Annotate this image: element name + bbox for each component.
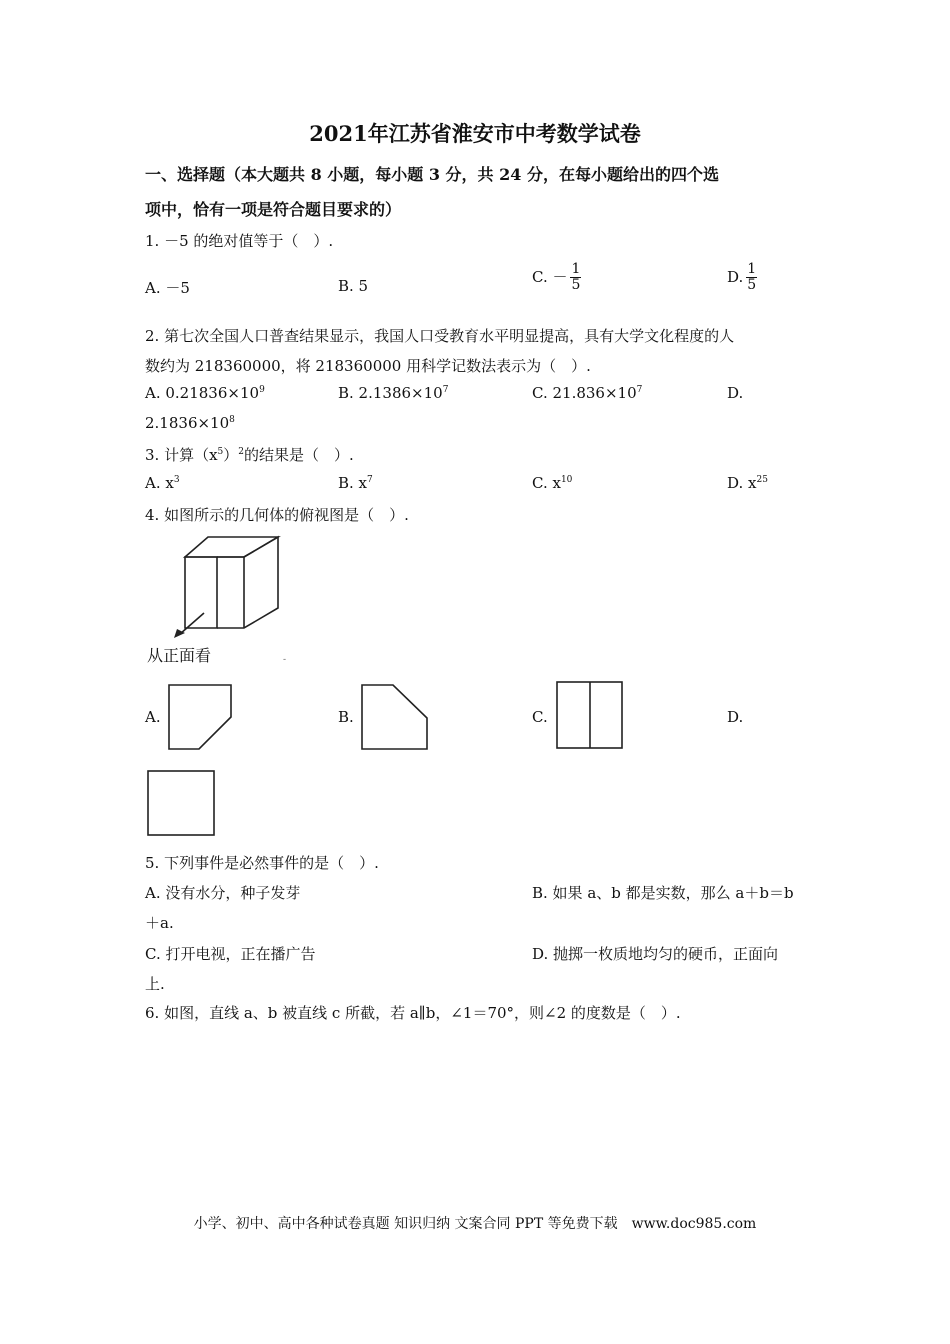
q3-option-b-base: B. x: [338, 474, 368, 492]
q1-option-a: A. －5: [145, 279, 190, 297]
q4-option-c-label: C.: [532, 708, 548, 726]
q1-stem: 1. －5 的绝对值等于（ ）.: [145, 232, 334, 250]
q3-stem-exponent-inner: 5: [217, 447, 224, 457]
q1-option-d-denominator: 5: [747, 277, 757, 294]
q4-stem: 4. 如图所示的几何体的俯视图是（ ）.: [145, 506, 409, 524]
q3-option-a: [145, 474, 180, 492]
q5-option-a: A. 没有水分，种子发芽: [145, 884, 301, 902]
q3-stem-paren: ）: [223, 446, 239, 464]
q5-option-d-line1: D. 抛掷一枚质地均匀的硬币，正面向: [532, 945, 779, 963]
section-heading-line2: 项中，恰有一项是符合题目要求的）: [145, 200, 402, 219]
q2-option-d-exponent: 8: [229, 415, 235, 425]
q4-option-a-shape: [168, 684, 233, 750]
q1-option-d-fraction: [746, 262, 757, 294]
view-direction-arrow: [174, 613, 204, 638]
q4-option-a-label: A.: [145, 708, 161, 726]
mark-dot: -: [283, 655, 287, 665]
q2-option-d-base: 2.1836×10: [145, 414, 230, 432]
q4-option-d-shape: [147, 770, 216, 837]
q2-option-a-base: A. 0.21836×10: [145, 384, 260, 402]
q3-option-b-exponent: 7: [367, 475, 373, 485]
q1-option-d-prefix: D.: [727, 267, 744, 286]
q4-option-b-label: B.: [338, 708, 354, 726]
q2-option-d: [145, 414, 235, 432]
q2-option-b: [338, 384, 448, 402]
q3-stem-exponent-outer: 2: [238, 447, 245, 457]
q5-option-b-line1: B. 如果 a、b 都是实数，那么 a＋b＝b: [532, 884, 794, 902]
q2-option-b-exponent: 7: [442, 385, 449, 395]
q3-stem-prefix: 3. 计算（x: [145, 446, 218, 464]
q2-option-a-exponent: 9: [259, 385, 265, 395]
q3-stem-suffix: 的结果是（ ）.: [244, 446, 354, 464]
section-heading-line1: 一、选择题（本大题共 8 小题，每小题 3 分，共 24 分，在每小题给出的四个选: [145, 165, 719, 184]
q2-option-c-base: C. 21.836×10: [532, 384, 637, 402]
q2-stem-line2: 数约为 218360000，将 218360000 用科学记数法表示为（ ）.: [145, 357, 591, 375]
q3-option-d: [727, 474, 768, 492]
q3-option-b: [338, 474, 373, 492]
q5-stem: 5. 下列事件是必然事件的是（ ）.: [145, 854, 379, 872]
q1-option-c-prefix: C. －: [532, 267, 568, 286]
exam-title: 2021年江苏省淮安市中考数学试卷: [309, 121, 641, 146]
q3-option-a-base: A. x: [145, 474, 174, 492]
q1-option-d: [727, 262, 757, 294]
q2-option-c-exponent: 7: [636, 385, 643, 395]
q5-option-d-line2: 上.: [145, 975, 165, 993]
q2-option-d-label: D.: [727, 384, 744, 402]
q4-option-d-label: D.: [727, 708, 744, 726]
q3-option-c: [532, 474, 572, 492]
q2-option-c: [532, 384, 642, 402]
q4-view-label: 从正面看: [147, 646, 212, 665]
q1-option-d-numerator: 1: [747, 261, 757, 277]
q2-option-a: [145, 384, 265, 402]
q3-stem: [145, 444, 354, 465]
q3-option-a-exponent: 3: [173, 475, 180, 485]
q6-stem: 6. 如图，直线 a、b 被直线 c 所截，若 a∥b，∠1＝70°，则∠2 的度数是（ ）.: [145, 1004, 681, 1022]
q3-option-d-base: D. x: [727, 474, 757, 492]
page-footer: 小学、初中、高中各种试卷真题 知识归纳 文案合同 PPT 等免费下载 www.doc985.com: [193, 1216, 757, 1232]
q5-option-c: C. 打开电视，正在播广告: [145, 945, 316, 963]
q1-option-c-denominator: 5: [571, 277, 581, 294]
q1-option-c: [532, 262, 581, 294]
q1-option-c-numerator: 1: [571, 261, 581, 277]
q5-option-b-line2: ＋a.: [145, 914, 174, 932]
q1-option-b: B. 5: [338, 277, 369, 295]
q2-option-b-base: B. 2.1386×10: [338, 384, 443, 402]
prism-edges: [185, 537, 278, 628]
q4-option-c-shape: [556, 681, 624, 749]
q1-option-c-fraction: [570, 262, 581, 294]
q3-option-c-exponent: 10: [560, 475, 573, 485]
q4-solid-figure: [160, 530, 300, 640]
q3-option-d-exponent: 25: [756, 475, 768, 485]
q3-option-c-base: C. x: [532, 474, 561, 492]
q4-option-b-shape: [361, 684, 429, 750]
q2-stem-line1: 2. 第七次全国人口普查结果显示，我国人口受教育水平明显提高，具有大学文化程度的人: [145, 327, 735, 345]
